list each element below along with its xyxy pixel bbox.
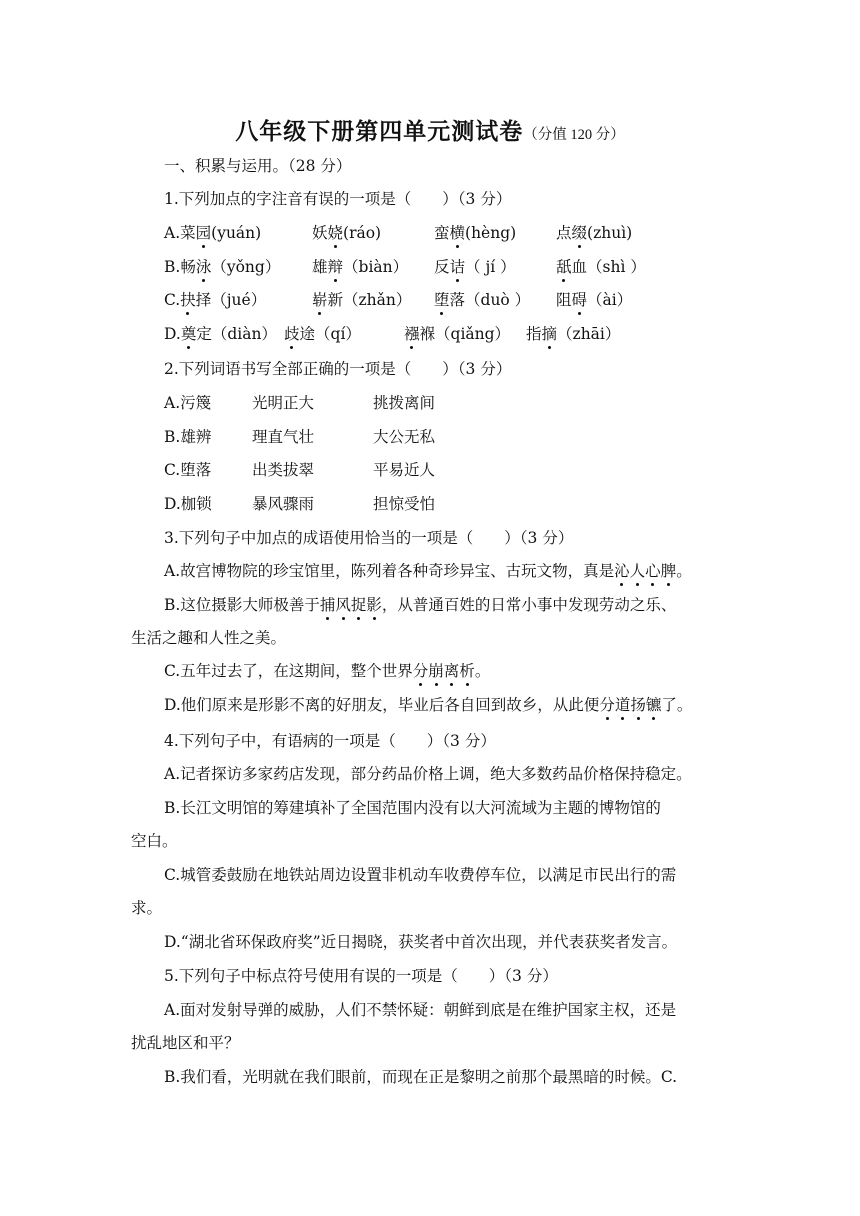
question-1-option-d-item: 襁褓（qiǎng） [404, 325, 511, 343]
dotted-character: 园 [195, 224, 212, 242]
question-1-option-a-item: A.菜园(yuán) [164, 224, 262, 242]
dotted-character: 离 [443, 662, 460, 680]
dotted-character: 横 [449, 224, 466, 242]
question-4-option-b: B.长江文明馆的筹建填补了全国范围内没有以大河流域为主题的博物馆的 [164, 799, 661, 817]
question-1-option-d-item: 歧途（qí） [284, 325, 361, 343]
emphasized-phrase [614, 562, 676, 580]
question-2-option-b-word: 大公无私 [373, 428, 436, 446]
question-1-stem: 1.下列加点的字注音有误的一项是（ ）（3 分） [164, 190, 512, 208]
question-1-option-a-item: 点缀(zhuì) [556, 224, 633, 242]
question-2-option-d-word: 担惊受怕 [373, 495, 436, 513]
dotted-character: 崭 [312, 291, 328, 309]
question-3-option-d: D.他们原来是形影不离的好朋友，毕业后各自回到故乡，从此便分道扬镳了。 [164, 696, 693, 714]
dotted-character: 脾 [660, 562, 677, 580]
question-1-option-c-item: 阻碍（ài） [556, 291, 633, 309]
dotted-character: 奠 [180, 325, 197, 343]
question-4-stem: 4.下列句子中，有语病的一项是（ ）（3 分） [164, 732, 496, 750]
dotted-character: 崩 [428, 662, 444, 680]
page-title [0, 113, 860, 146]
dotted-character: 堕 [434, 291, 450, 309]
dotted-character: 析 [459, 662, 475, 680]
dotted-character: 捉 [350, 596, 367, 614]
question-2-option-c-word: C.堕落 [164, 461, 212, 479]
question-5-stem: 5.下列句子中标点符号使用有误的一项是（ ）（3 分） [164, 967, 558, 985]
question-2-option-c-word: 平易近人 [373, 461, 436, 479]
dotted-character: 抉 [180, 291, 196, 309]
dotted-character: 镳 [645, 696, 662, 714]
question-4-option-a: A.记者探访多家药店发现，部分药品价格上调，绝大多数药品价格保持稳定。 [164, 765, 692, 783]
question-4-option-c-continued: 求。 [131, 899, 163, 917]
question-1-option-a-item: 蛮横(hèng) [434, 224, 517, 242]
question-1-option-b-item: B.畅泳（yǒng） [164, 258, 281, 276]
dotted-character: 摘 [541, 325, 558, 343]
question-3-option-a: A.故宫博物院的珍宝馆里，陈列着各种奇珍异宝、古玩文物，真是沁人心脾。 [164, 562, 692, 580]
question-2-option-c-word: 出类拔翠 [252, 461, 315, 479]
title-main: 八年级下册第四单元测试卷 [235, 118, 524, 145]
emphasized-phrase [320, 596, 382, 614]
dotted-character: 沁 [614, 562, 630, 580]
question-1-option-c-item: 崭新（zhǎn） [312, 291, 412, 309]
title-score-note: （分值 120 分） [523, 127, 625, 143]
question-2-option-a-word: A.污篾 [164, 394, 212, 412]
question-2-stem: 2.下列词语书写全部正确的一项是（ ）（3 分） [164, 360, 512, 378]
question-2-option-a-word: 挑拨离间 [373, 394, 436, 412]
dotted-character: 风 [335, 596, 351, 614]
question-2-option-d-word: D.枷锁 [164, 495, 212, 513]
question-1-option-c-item: 堕落（duò ） [434, 291, 531, 309]
question-5-option-b: B.我们看，光明就在我们眼前，而现在正是黎明之前那个最黑暗的时候。C. [164, 1068, 678, 1086]
question-5-option-a-continued: 扰乱地区和平？ [131, 1034, 240, 1052]
dotted-character: 扬 [630, 696, 646, 714]
question-1-option-a-item: 妖娆(ráo) [312, 224, 382, 242]
question-3-option-b-continued: 生活之趣和人性之美。 [131, 629, 287, 647]
dotted-character: 分 [599, 696, 615, 714]
dotted-character: 道 [614, 696, 631, 714]
emphasized-phrase [599, 696, 661, 714]
dotted-character: 歧 [284, 325, 300, 343]
question-4-option-c: C.城管委鼓励在地铁站周边设置非机动车收费停车位，以满足市民出行的需 [164, 866, 677, 884]
question-2-option-b-word: 理直气壮 [252, 428, 315, 446]
question-3-option-b: B.这位摄影大师极善于捕风捉影，从普通百姓的日常小事中发现劳动之乐、 [164, 596, 677, 614]
question-4-option-b-continued: 空白。 [131, 832, 178, 850]
question-2-option-a-word: 光明正大 [252, 394, 315, 412]
question-2-option-d-word: 暴风骤雨 [252, 495, 315, 513]
question-1-option-b-item: 反诘（ jí ） [434, 258, 516, 276]
question-4-option-d: D.“湖北省环保政府奖”近日揭晓，获奖者中首次出现，并代表获奖者发言。 [164, 933, 678, 951]
dotted-character: 人 [629, 562, 646, 580]
dotted-character: 辩 [327, 258, 344, 276]
question-5-option-a: A.面对发射导弹的威胁，人们不禁怀疑：朝鲜到底是在维护国家主权，还是 [164, 1001, 677, 1019]
dotted-character: 影 [366, 596, 382, 614]
dotted-character: 舐 [556, 258, 572, 276]
emphasized-phrase [413, 662, 475, 680]
dotted-character: 娆 [327, 224, 344, 242]
question-3-stem: 3.下列句子中加点的成语使用恰当的一项是（ ）（3 分） [164, 529, 574, 547]
question-1-option-c-item: C.抉择（jué） [164, 291, 267, 309]
dotted-character: 分 [412, 662, 429, 680]
dotted-character: 诘 [449, 258, 466, 276]
section-heading: 一、积累与运用。（28 分） [164, 157, 352, 175]
question-1-option-b-item: 雄辩（biàn） [312, 258, 409, 276]
dotted-character: 碍 [571, 291, 588, 309]
question-3-option-c: C.五年过去了，在这期间，整个世界分崩离析。 [164, 662, 491, 680]
dotted-character: 心 [645, 562, 661, 580]
question-1-option-d-item: 指摘（zhāi） [526, 325, 621, 343]
question-2-option-b-word: B.雄辨 [164, 428, 212, 446]
dotted-character: 缀 [571, 224, 588, 242]
question-1-option-b-item: 舐血（shì ） [556, 258, 646, 276]
dotted-character: 捕 [319, 596, 336, 614]
dotted-character: 泳 [195, 258, 212, 276]
dotted-character: 襁 [404, 325, 420, 343]
question-1-option-d-item: D.奠定（diàn） [164, 325, 277, 343]
